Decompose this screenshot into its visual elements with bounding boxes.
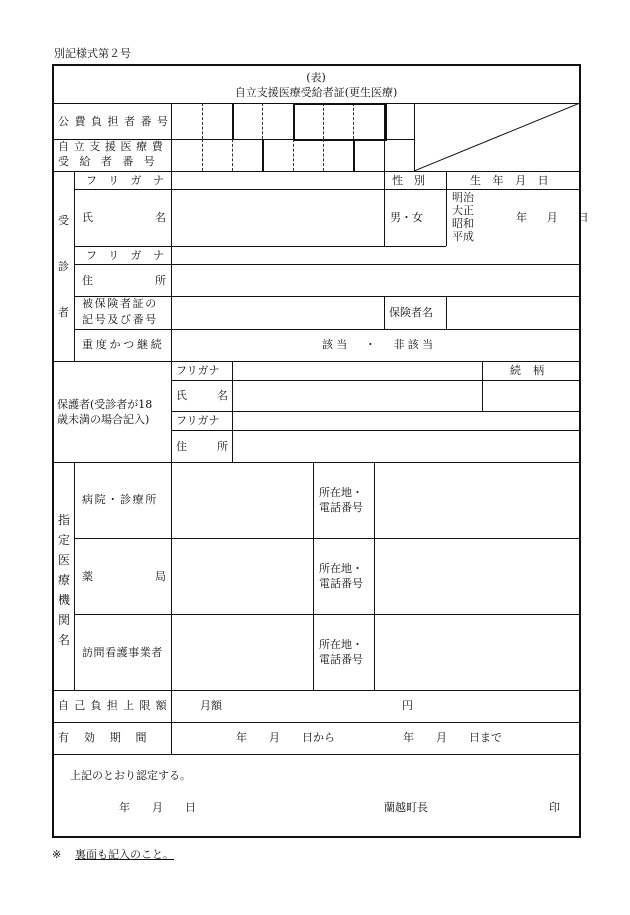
pharmacy-location-label-2: 電話番号 bbox=[319, 577, 363, 590]
limit-label: 自己負担上限額 bbox=[58, 699, 172, 712]
insurer-name-label: 保険者名 bbox=[389, 306, 433, 319]
guardian-relation-label: 続柄 bbox=[510, 364, 557, 377]
validity-from: 年 月 日から bbox=[236, 731, 335, 744]
era-meiji: 明治 bbox=[452, 191, 474, 204]
front-label: (表) bbox=[306, 71, 326, 84]
pharmacy-label: 薬局 bbox=[82, 570, 166, 583]
mayor-label: 蘭越町長 bbox=[384, 801, 428, 814]
insurance-label-1: 被保険者証の bbox=[82, 297, 158, 310]
furigana-label: フリガナ bbox=[86, 174, 176, 187]
yen-label: 円 bbox=[402, 699, 413, 712]
era-heisei: 平成 bbox=[452, 230, 474, 243]
monthly-label: 月額 bbox=[200, 699, 222, 712]
guardian-furigana-label-2: フリガナ bbox=[176, 414, 220, 427]
seal-mark: 印 bbox=[549, 801, 560, 814]
footnote-text: 裏面も記入のこと。 bbox=[75, 848, 174, 861]
guardian-furigana-label: フリガナ bbox=[176, 364, 220, 377]
guardian-label-2: 歳未満の場合記入) bbox=[57, 413, 150, 426]
gender-value: 男・女 bbox=[390, 211, 423, 224]
form-number: 別記様式第２号 bbox=[54, 47, 131, 60]
hospital-location-label-1: 所在地・ bbox=[319, 486, 363, 499]
era-list bbox=[452, 190, 474, 245]
guardian-address-label: 住所 bbox=[176, 440, 228, 453]
gender-label: 性別 bbox=[392, 174, 436, 187]
birth-ymd: 年 月 日 bbox=[516, 211, 593, 224]
severity-value: 該当 ・ 非該当 bbox=[322, 338, 437, 351]
form-title: 自立支援医療受給者証(更生医療) bbox=[234, 86, 398, 99]
institution-side-label: 指 定 医 療 機 関 名 bbox=[58, 513, 71, 647]
nursing-location-label-1: 所在地・ bbox=[319, 638, 363, 651]
insurance-label-2: 記号及び番号 bbox=[82, 313, 158, 326]
patient-side-2: 診 bbox=[58, 260, 69, 273]
patient-side-1: 受 bbox=[58, 214, 69, 227]
public-payer-number-label: 公費負担者番号 bbox=[58, 115, 174, 128]
diagonal-strike bbox=[414, 103, 580, 171]
era-showa: 昭和 bbox=[452, 217, 474, 230]
nursing-location-label-2: 電話番号 bbox=[319, 653, 363, 666]
patient-side-3: 者 bbox=[58, 306, 69, 319]
validity-label: 有効期間 bbox=[58, 731, 162, 744]
footnote-mark: ※ bbox=[52, 848, 62, 861]
severity-label: 重度かつ継続 bbox=[82, 338, 165, 351]
hospital-label: 病院・診療所 bbox=[82, 493, 158, 506]
medical-cost-label-1: 自立支援医療費 bbox=[58, 140, 168, 153]
certify-date: 年 月 日 bbox=[119, 801, 196, 814]
nursing-label: 訪問看護事業者 bbox=[82, 646, 163, 659]
furigana-label-2: フリガナ bbox=[86, 249, 176, 262]
hospital-location-label-2: 電話番号 bbox=[319, 501, 363, 514]
medical-cost-label-2: 受給者番号 bbox=[58, 155, 166, 168]
name-label: 氏名 bbox=[82, 211, 166, 224]
era-taisho: 大正 bbox=[452, 204, 474, 217]
birth-label: 生年月日 bbox=[470, 174, 561, 187]
validity-to: 年 月 日まで bbox=[403, 731, 502, 744]
guardian-label-1: 保護者(受診者が18 bbox=[57, 398, 153, 411]
guardian-name-label: 氏名 bbox=[176, 389, 228, 402]
address-label: 住所 bbox=[82, 274, 166, 287]
certify-text: 上記のとおり認定する。 bbox=[70, 769, 191, 782]
pharmacy-location-label-1: 所在地・ bbox=[319, 562, 363, 575]
